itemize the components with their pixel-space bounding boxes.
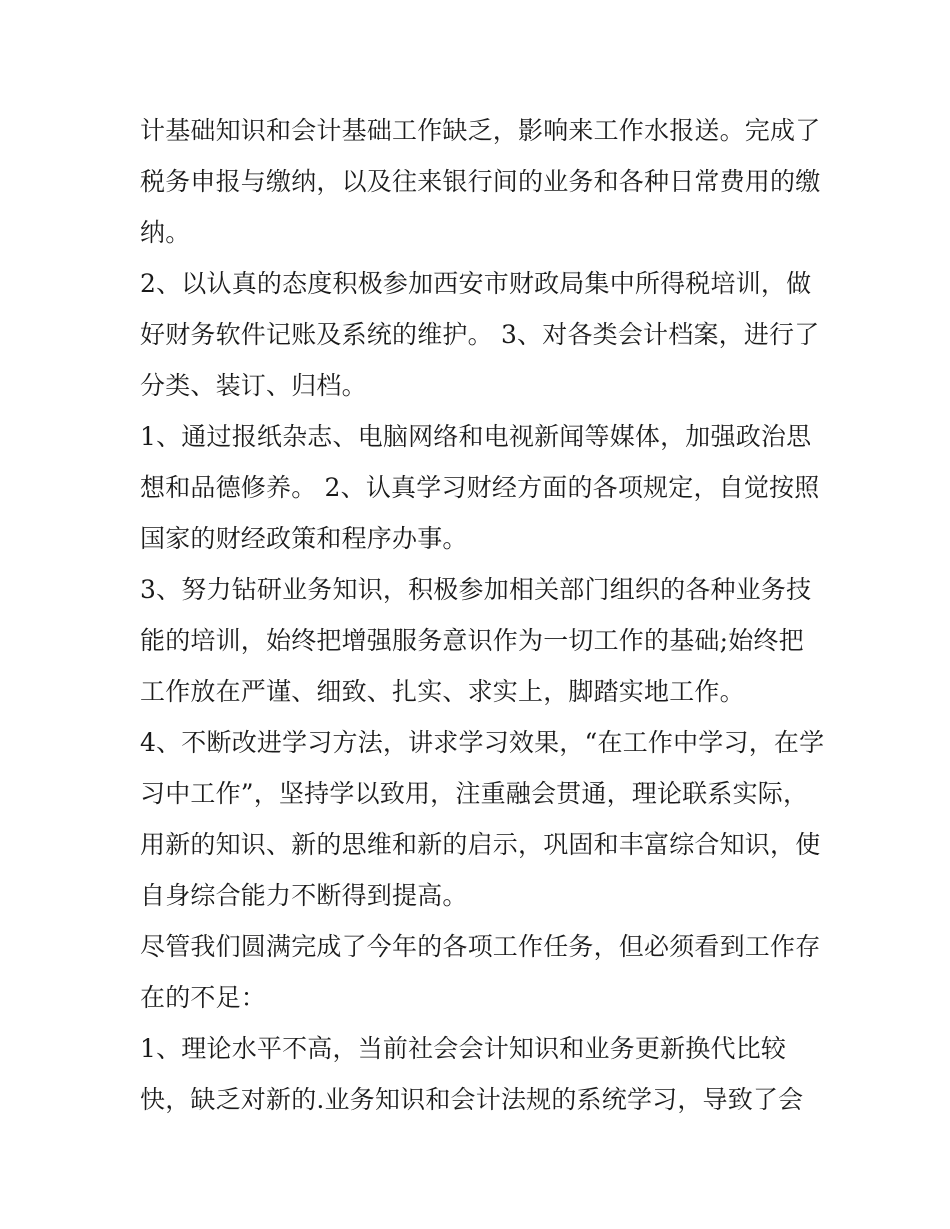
text-line: 1、通过报纸杂志、电脑网络和电视新闻等媒体，加强政治思	[140, 422, 812, 451]
text-line: 工作放在严谨、细致、扎实、求实上，脚踏实地工作。	[140, 677, 745, 706]
text-line: 习中工作”，坚持学以致用，注重融会贯通，理论联系实际，	[140, 779, 809, 808]
text-line: 尽管我们圆满完成了今年的各项工作任务，但必须看到工作存	[140, 932, 821, 961]
text-line: 国家的财经政策和程序办事。	[140, 524, 468, 553]
text-line: 快，缺乏对新的.业务知识和会计法规的系统学习，导致了会	[140, 1085, 804, 1114]
text-line: 计基础知识和会计基础工作缺乏，影响来工作水报送。完成了	[140, 116, 821, 145]
text-line: 纳。	[140, 218, 191, 247]
text-line: 4、不断改进学习方法，讲求学习效果，“在工作中学习，在学	[140, 728, 825, 757]
text-line: 2、以认真的态度积极参加西安市财政局集中所得税培训，做	[140, 269, 812, 298]
text-line: 在的不足：	[140, 983, 267, 1012]
text-line: 自身综合能力不断得到提高。	[140, 881, 468, 910]
text-line: 用新的知识、新的思维和新的启示，巩固和丰富综合知识，使	[140, 830, 821, 859]
text-line: 税务申报与缴纳，以及往来银行间的业务和各种日常费用的缴	[140, 167, 821, 196]
document-body	[140, 105, 825, 1125]
text-line: 分类、装订、归档。	[140, 371, 367, 400]
text-line: 1、理论水平不高，当前社会会计知识和业务更新换代比较	[140, 1034, 787, 1063]
text-line: 能的培训，始终把增强服务意识作为一切工作的基础;始终把	[140, 626, 804, 655]
text-line: 想和品德修养。 2、认真学习财经方面的各项规定，自觉按照	[140, 473, 820, 502]
text-line: 好财务软件记账及系统的维护。 3、对各类会计档案，进行了	[140, 320, 820, 349]
text-line: 3、努力钻研业务知识，积极参加相关部门组织的各种业务技	[140, 575, 812, 604]
